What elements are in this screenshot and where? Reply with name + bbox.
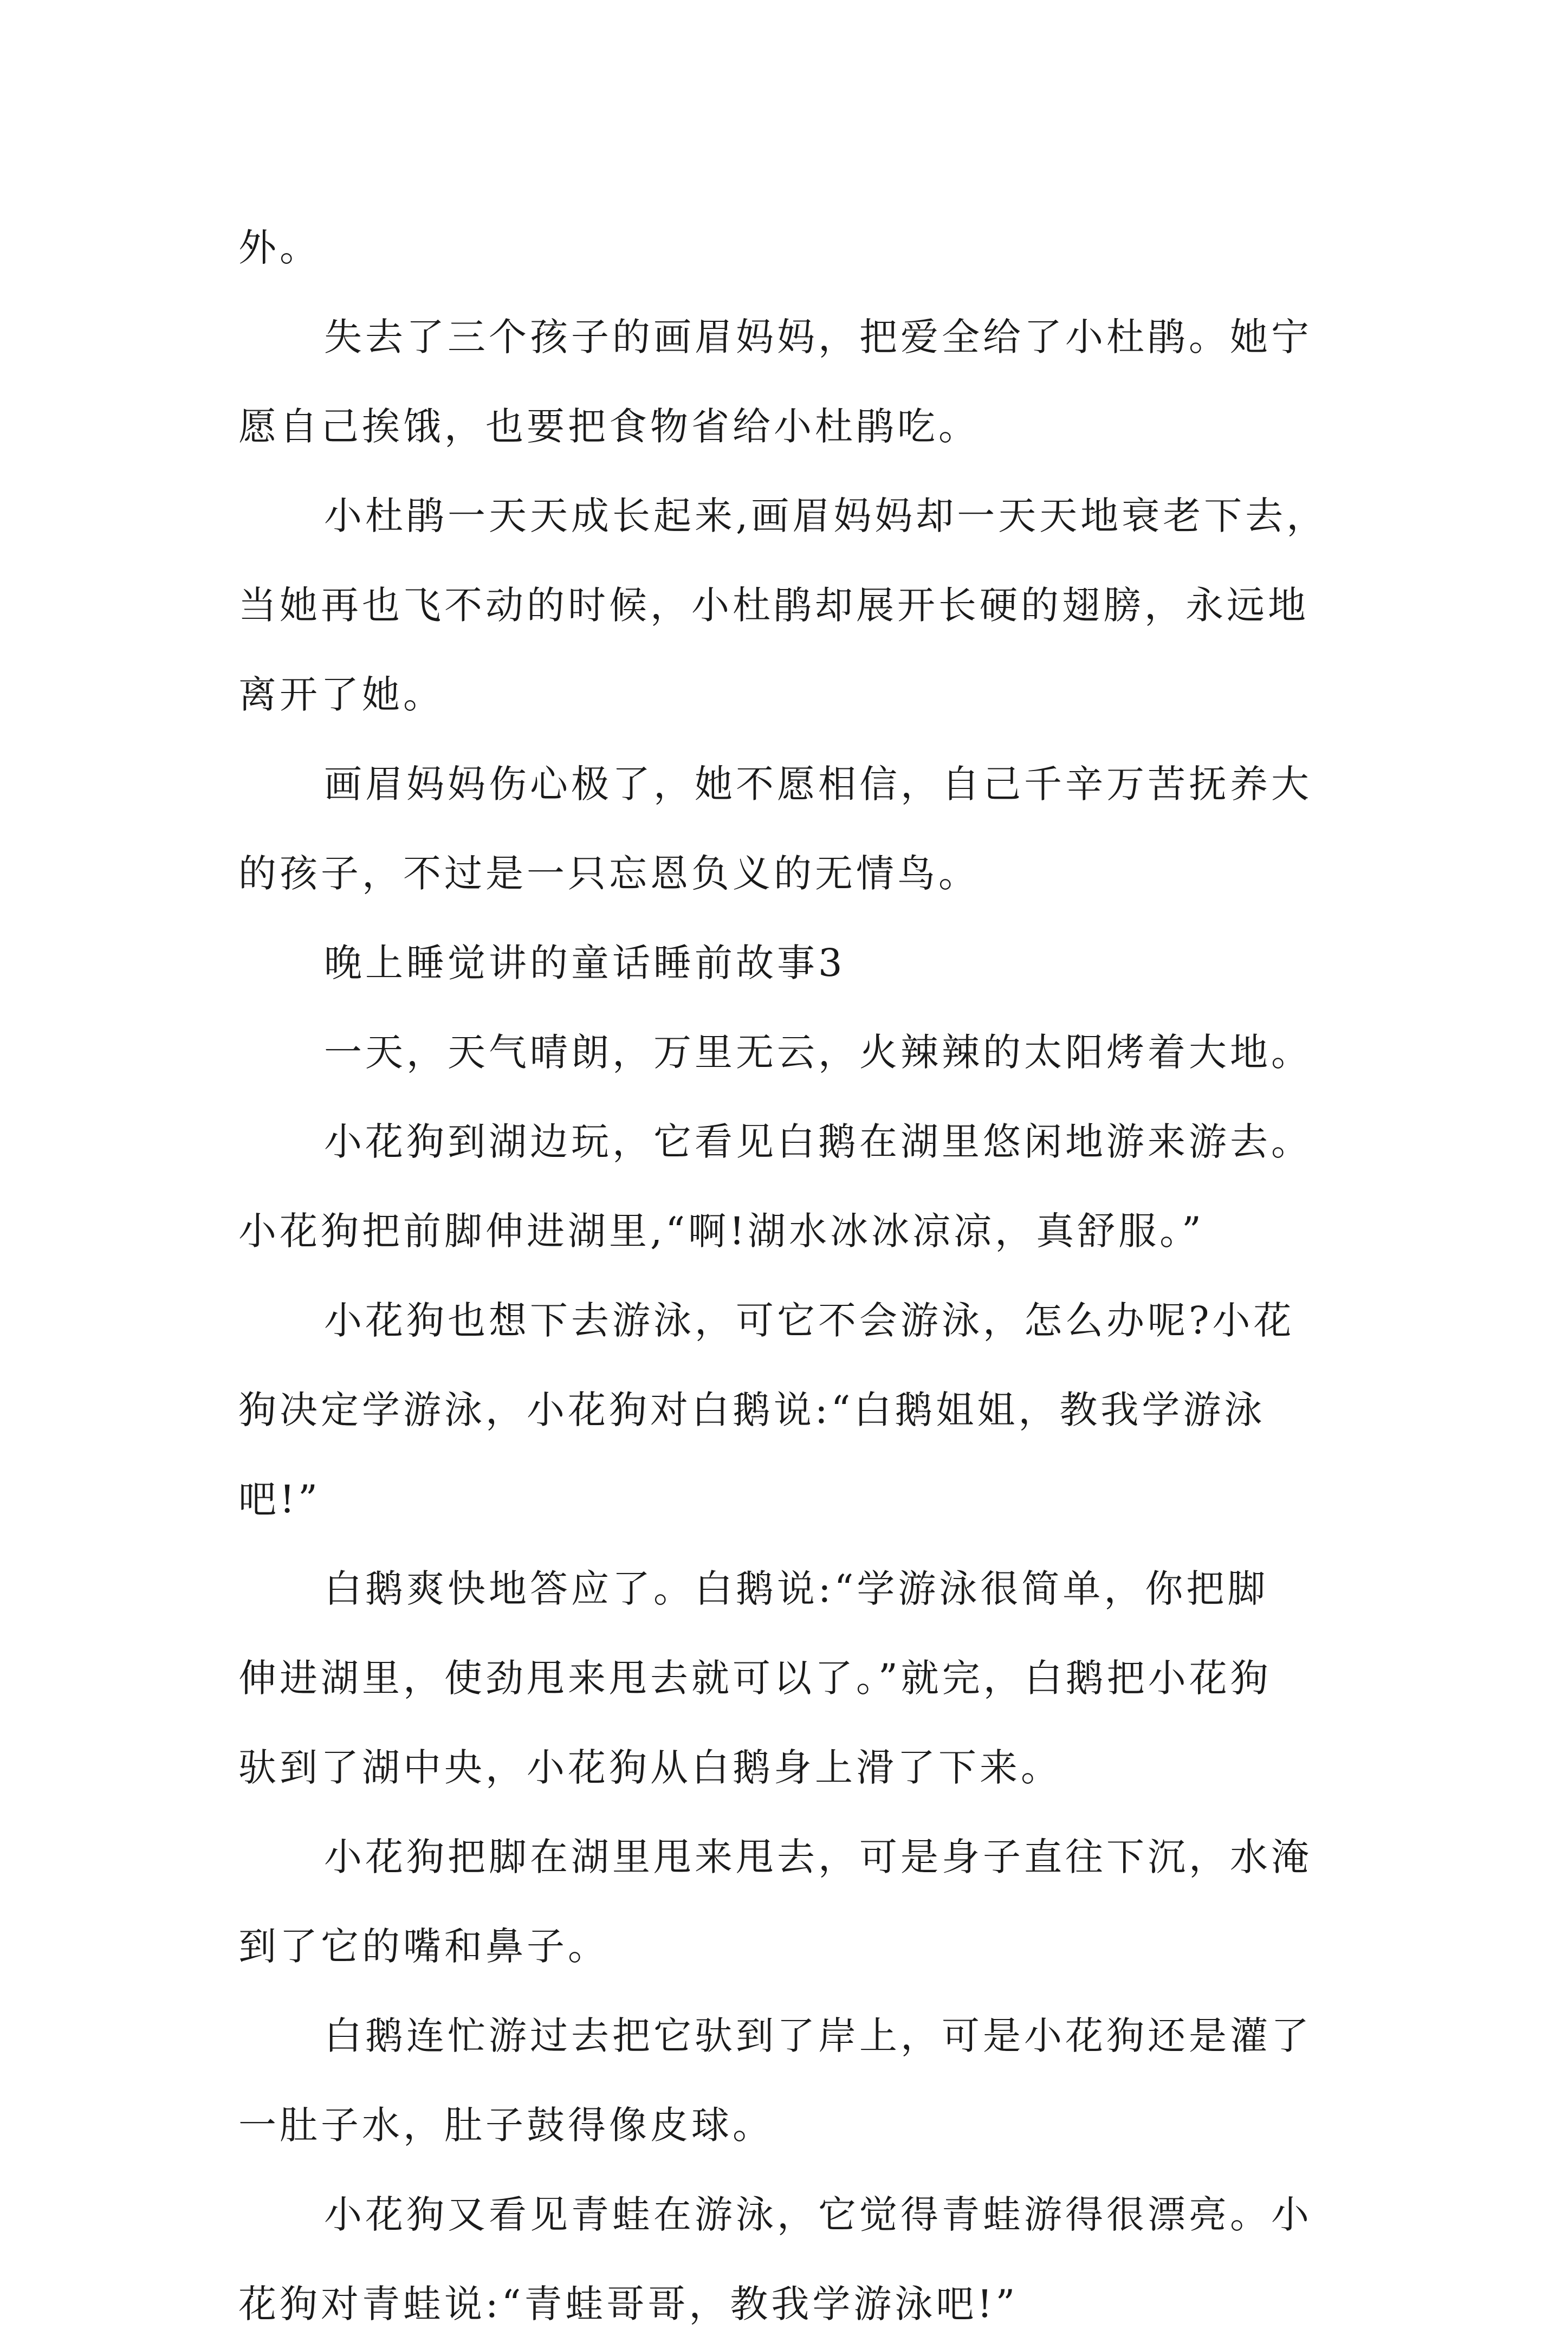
text-line: 外。 <box>238 225 321 270</box>
text-line: 花狗对青蛙说:“青蛙哥哥，教我学游泳吧!” <box>238 2282 1019 2326</box>
text-line: 离开了她。 <box>238 672 444 717</box>
text-line: 白鹅爽快地答应了。白鹅说:“学游泳很简单，你把脚 <box>324 1567 1269 1611</box>
text-line: 小花狗也想下去游泳，可它不会游泳，怎么办呢?小花 <box>324 1298 1295 1343</box>
text-line: 一天，天气晴朗，万里无云，火辣辣的太阳烤着大地。 <box>324 1030 1312 1075</box>
text-line: 当她再也飞不动的时候，小杜鹃却展开长硬的翅膀，永远地 <box>238 583 1309 627</box>
paragraph-10 <box>238 1813 1344 1991</box>
text-line: 的孩子，不过是一只忘恩负义的无情鸟。 <box>238 851 980 896</box>
text-line: 失去了三个孩子的画眉妈妈，把爱全给了小杜鹃。她宁 <box>324 315 1312 359</box>
document-body <box>238 203 1344 2349</box>
paragraph-4 <box>238 740 1344 918</box>
text-line: 白鹅连忙游过去把它驮到了岸上，可是小花狗还是灌了 <box>324 2014 1312 2058</box>
paragraph-2 <box>238 293 1344 471</box>
text-line: 狗决定学游泳，小花狗对白鹅说:“白鹅姐姐，教我学游泳 <box>238 1388 1266 1432</box>
text-line: 吧!” <box>238 1477 321 1522</box>
paragraph-1 <box>238 203 1344 293</box>
text-line: 小杜鹃一天天成长起来,画眉妈妈却一天天地衰老下去， <box>324 494 1328 538</box>
text-line: 到了它的嘴和鼻子。 <box>238 1924 609 1969</box>
text-line: 小花狗到湖边玩，它看见白鹅在湖里悠闲地游来游去。 <box>324 1120 1312 1164</box>
paragraph-8 <box>238 1276 1344 1544</box>
text-line: 小花狗又看见青蛙在游泳，它觉得青蛙游得很漂亮。小 <box>324 2192 1312 2237</box>
paragraph-6 <box>238 1008 1344 1097</box>
text-line: 一肚子水，肚子鼓得像皮球。 <box>238 2103 774 2147</box>
text-line: 晚上睡觉讲的童话睡前故事3 <box>324 941 846 985</box>
text-line: 伸进湖里，使劲甩来甩去就可以了。”就完，白鹅把小花狗 <box>238 1656 1272 1700</box>
text-line: 愿自己挨饿，也要把食物省给小杜鹃吃。 <box>238 404 980 449</box>
paragraph-11 <box>238 1991 1344 2170</box>
paragraph-3 <box>238 471 1344 740</box>
section-heading <box>238 918 1344 1008</box>
text-line: 小花狗把脚在湖里甩来甩去，可是身子直往下沉，水淹 <box>324 1835 1312 1879</box>
paragraph-9 <box>238 1544 1344 1813</box>
paragraph-7 <box>238 1097 1344 1276</box>
text-line: 画眉妈妈伤心极了，她不愿相信，自己千辛万苦抚养大 <box>324 762 1312 806</box>
text-line: 驮到了湖中央，小花狗从白鹅身上滑了下来。 <box>238 1745 1062 1790</box>
text-line: 小花狗把前脚伸进湖里,“啊!湖水冰冰凉凉，真舒服。” <box>238 1209 1204 1253</box>
paragraph-12 <box>238 2170 1344 2349</box>
